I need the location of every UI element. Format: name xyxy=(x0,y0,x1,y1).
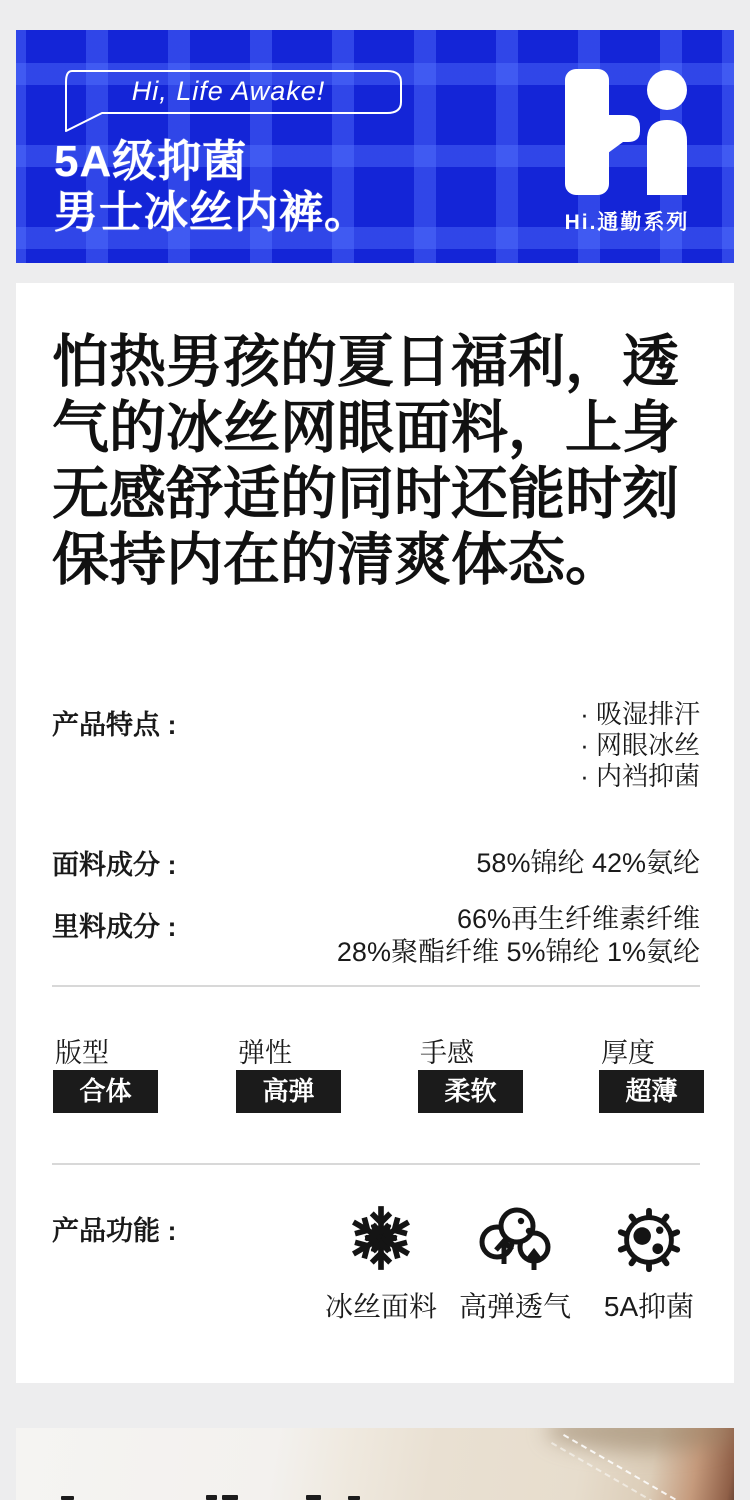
banner xyxy=(16,30,734,263)
intro-line: 气的冰丝网眼面料，上身 xyxy=(52,396,679,460)
attribute-label: 版型 xyxy=(55,1038,109,1068)
functions-label: 产品功能 : xyxy=(52,1216,177,1246)
attribute-value-chip: 合体 xyxy=(53,1070,158,1113)
cropped-text-mark xyxy=(206,1495,217,1500)
lining-value-line1: 66%再生纤维素纤维 xyxy=(456,904,700,934)
attribute-fit xyxy=(53,1031,158,1113)
intro-line: 保持内在的清爽体态。 xyxy=(52,528,622,592)
hi-brand-logo-icon xyxy=(565,69,687,195)
feature-list xyxy=(580,699,700,792)
intro-line: 怕热男孩的夏日福利，透 xyxy=(52,330,679,394)
breathable-icon xyxy=(477,1200,553,1276)
series-label: Hi.通勤系列 xyxy=(564,211,690,234)
intro-line: 无感舒适的同时还能时刻 xyxy=(52,462,679,526)
fabric-value: 58%锦纶 42%氨纶 xyxy=(476,848,700,878)
attribute-label: 弹性 xyxy=(238,1038,292,1068)
attribute-value-chip: 超薄 xyxy=(599,1070,704,1113)
feature-item: · 网眼冰丝 xyxy=(580,730,700,760)
banner-title-line2: 男士冰丝内裤。 xyxy=(54,188,369,237)
function-label: 5A抑菌 xyxy=(603,1291,695,1322)
lining-label: 里料成分 : xyxy=(52,912,177,942)
product-photo xyxy=(16,1428,734,1500)
cropped-text-mark xyxy=(61,1496,74,1500)
attribute-thickness xyxy=(599,1031,704,1113)
antibacterial-icon xyxy=(612,1201,686,1275)
attribute-label: 手感 xyxy=(420,1038,474,1068)
cropped-text-mark xyxy=(348,1496,360,1500)
banner-title-line1: 5A级抑菌 xyxy=(54,137,248,186)
feature-item: · 内裆抑菌 xyxy=(580,761,700,791)
lining-value-line2: 28%聚酯纤维 5%锦纶 1%氨纶 xyxy=(336,937,700,967)
lining-value xyxy=(337,903,700,969)
snowflake-icon xyxy=(344,1201,418,1275)
divider xyxy=(52,1163,700,1165)
function-antibacterial xyxy=(582,1195,716,1325)
function-label: 冰丝面料 xyxy=(324,1291,437,1322)
attribute-label: 厚度 xyxy=(601,1038,655,1068)
function-list xyxy=(314,1195,716,1325)
cropped-text-mark xyxy=(306,1495,321,1500)
feature-item: · 吸湿排汗 xyxy=(580,699,700,729)
attribute-value-chip: 柔软 xyxy=(418,1070,523,1113)
attribute-elasticity xyxy=(236,1031,341,1113)
features-label: 产品特点 : xyxy=(52,710,177,740)
cropped-text-mark xyxy=(222,1495,238,1500)
spec-card xyxy=(16,283,734,1383)
intro-paragraph xyxy=(52,329,679,593)
attribute-feel xyxy=(418,1031,523,1113)
banner-title xyxy=(54,136,369,238)
fabric-label: 面料成分 : xyxy=(52,850,177,880)
slogan-text: Hi, Life Awake! xyxy=(131,76,326,106)
function-ice-silk xyxy=(314,1195,448,1325)
divider xyxy=(52,985,700,987)
function-label: 高弹透气 xyxy=(458,1291,571,1322)
attribute-value-chip: 高弹 xyxy=(236,1070,341,1113)
function-breathable xyxy=(448,1195,582,1325)
slogan-bubble xyxy=(56,70,404,134)
